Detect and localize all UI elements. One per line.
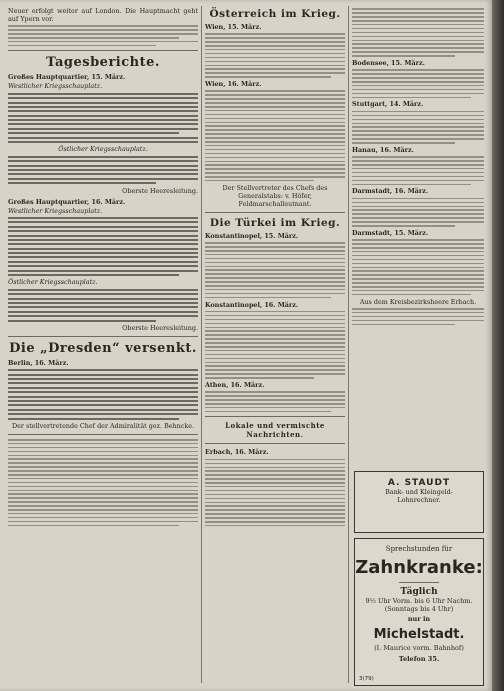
ad-place: Michelstadt. [373, 627, 465, 642]
dateline: Darmstadt, 16. März. [352, 187, 429, 196]
text-block [352, 239, 484, 295]
divider [8, 336, 198, 337]
text-block [8, 289, 198, 322]
signature: Oberste Heeresleitung. [122, 323, 198, 332]
dateline: Konstantinopel, 15. März. [205, 231, 299, 240]
dateline: Wien, 16. März. [205, 80, 262, 89]
text-block [205, 459, 345, 527]
dateline: Großes Hauptquartier, 15. März. [8, 73, 126, 82]
dateline: Stuttgart, 14. März. [352, 100, 424, 109]
text-block [352, 69, 484, 98]
text-block [352, 198, 484, 227]
ad-address: (I. Maurice vorm. Bahnhof) [374, 644, 464, 652]
ad-day: Täglich [400, 587, 438, 597]
ad-hours: 9½ Uhr Vorm. bis 6 Uhr Nachm. [365, 597, 473, 605]
signature: Aus dem Kreisbezirksheere Erbach. [359, 297, 477, 306]
ad-intro: Sprechstunden für [385, 545, 453, 553]
subheading: Westlicher Kriegsschauplatz. [8, 82, 103, 91]
text-block [205, 391, 345, 412]
headline-oesterreich: Österreich im Krieg. [209, 8, 341, 20]
column-rule [348, 6, 349, 683]
ad-in-label: nur in [407, 615, 431, 623]
signature: Der Stellvertreter des Chefs des Generalstabs: v. Höfer, Feldmarschalleutnant. [222, 183, 328, 208]
dateline: Großes Hauptquartier, 16. März. [8, 197, 126, 206]
signature: Oberste Heeresleitung. [122, 186, 198, 195]
dateline: Wien, 15. März. [205, 23, 262, 31]
divider [205, 212, 345, 213]
text-block [205, 242, 345, 298]
headline-lokales: Lokale und vermischte Nachrichten. [225, 421, 325, 440]
dateline: Hanau, 16. März. [352, 145, 414, 154]
text-block [352, 156, 484, 185]
column-rule [201, 6, 202, 683]
binding-edge [492, 0, 504, 691]
ad-code: 3(79) [359, 676, 374, 682]
headline-tagesberichte: Tagesberichte. [46, 55, 160, 71]
column-2 [205, 6, 345, 685]
text-block [352, 8, 484, 56]
headline-dresden: Die „Dresden“ versenkt. [9, 340, 197, 356]
dateline: Berlin, 16. März. [8, 358, 69, 367]
text-block [8, 93, 198, 143]
ad-line: Lohnrechner. [397, 496, 441, 504]
dateline: Konstantinopel, 16. März. [205, 300, 299, 309]
column-3 [352, 6, 484, 465]
ad-name: A. STAUDT [387, 478, 451, 488]
subheading: Östlicher Kriegsschauplatz. [58, 145, 148, 154]
divider [399, 582, 439, 583]
text-block [8, 217, 198, 276]
column-1 [8, 6, 198, 685]
divider [205, 416, 345, 417]
dateline: Darmstadt, 15. März. [352, 228, 429, 237]
divider [205, 443, 345, 444]
dateline: Athen, 16. März. [205, 381, 265, 390]
divider [8, 50, 198, 51]
ad-line: Bank- und Kleingeld- [385, 488, 453, 496]
text-block [205, 90, 345, 181]
text-block [8, 369, 198, 419]
dateline: Erbach, 16. März. [205, 448, 269, 457]
text-block [8, 156, 198, 184]
text-block [8, 25, 198, 46]
signature: Der stellvertretende Chef der Admiralität gez. Behncke. [11, 422, 195, 430]
text-block [205, 33, 345, 77]
ad-headline: Zahnkranke: [355, 557, 483, 578]
text-block [352, 308, 484, 325]
ad-phone: Telefon 35. [398, 655, 440, 663]
dateline: Bodensee, 15. März. [352, 58, 425, 67]
subheading: Östlicher Kriegsschauplatz. [8, 278, 98, 287]
advertisement-staudt [354, 471, 484, 533]
intro-text: Neuer erfolgt weiter auf London. Die Hauptmacht geht auf Ypern vor. [8, 7, 198, 23]
subheading: Westlicher Kriegsschauplatz. [8, 206, 103, 215]
headline-tuerkei: Die Türkei im Krieg. [209, 216, 341, 229]
text-block [205, 311, 345, 379]
advertisement-zahnkranke [354, 538, 484, 686]
text-block [352, 111, 484, 144]
text-block [8, 439, 198, 526]
divider [8, 434, 198, 435]
ad-hours-sunday: (Sonntags bis 4 Uhr) [384, 605, 454, 613]
